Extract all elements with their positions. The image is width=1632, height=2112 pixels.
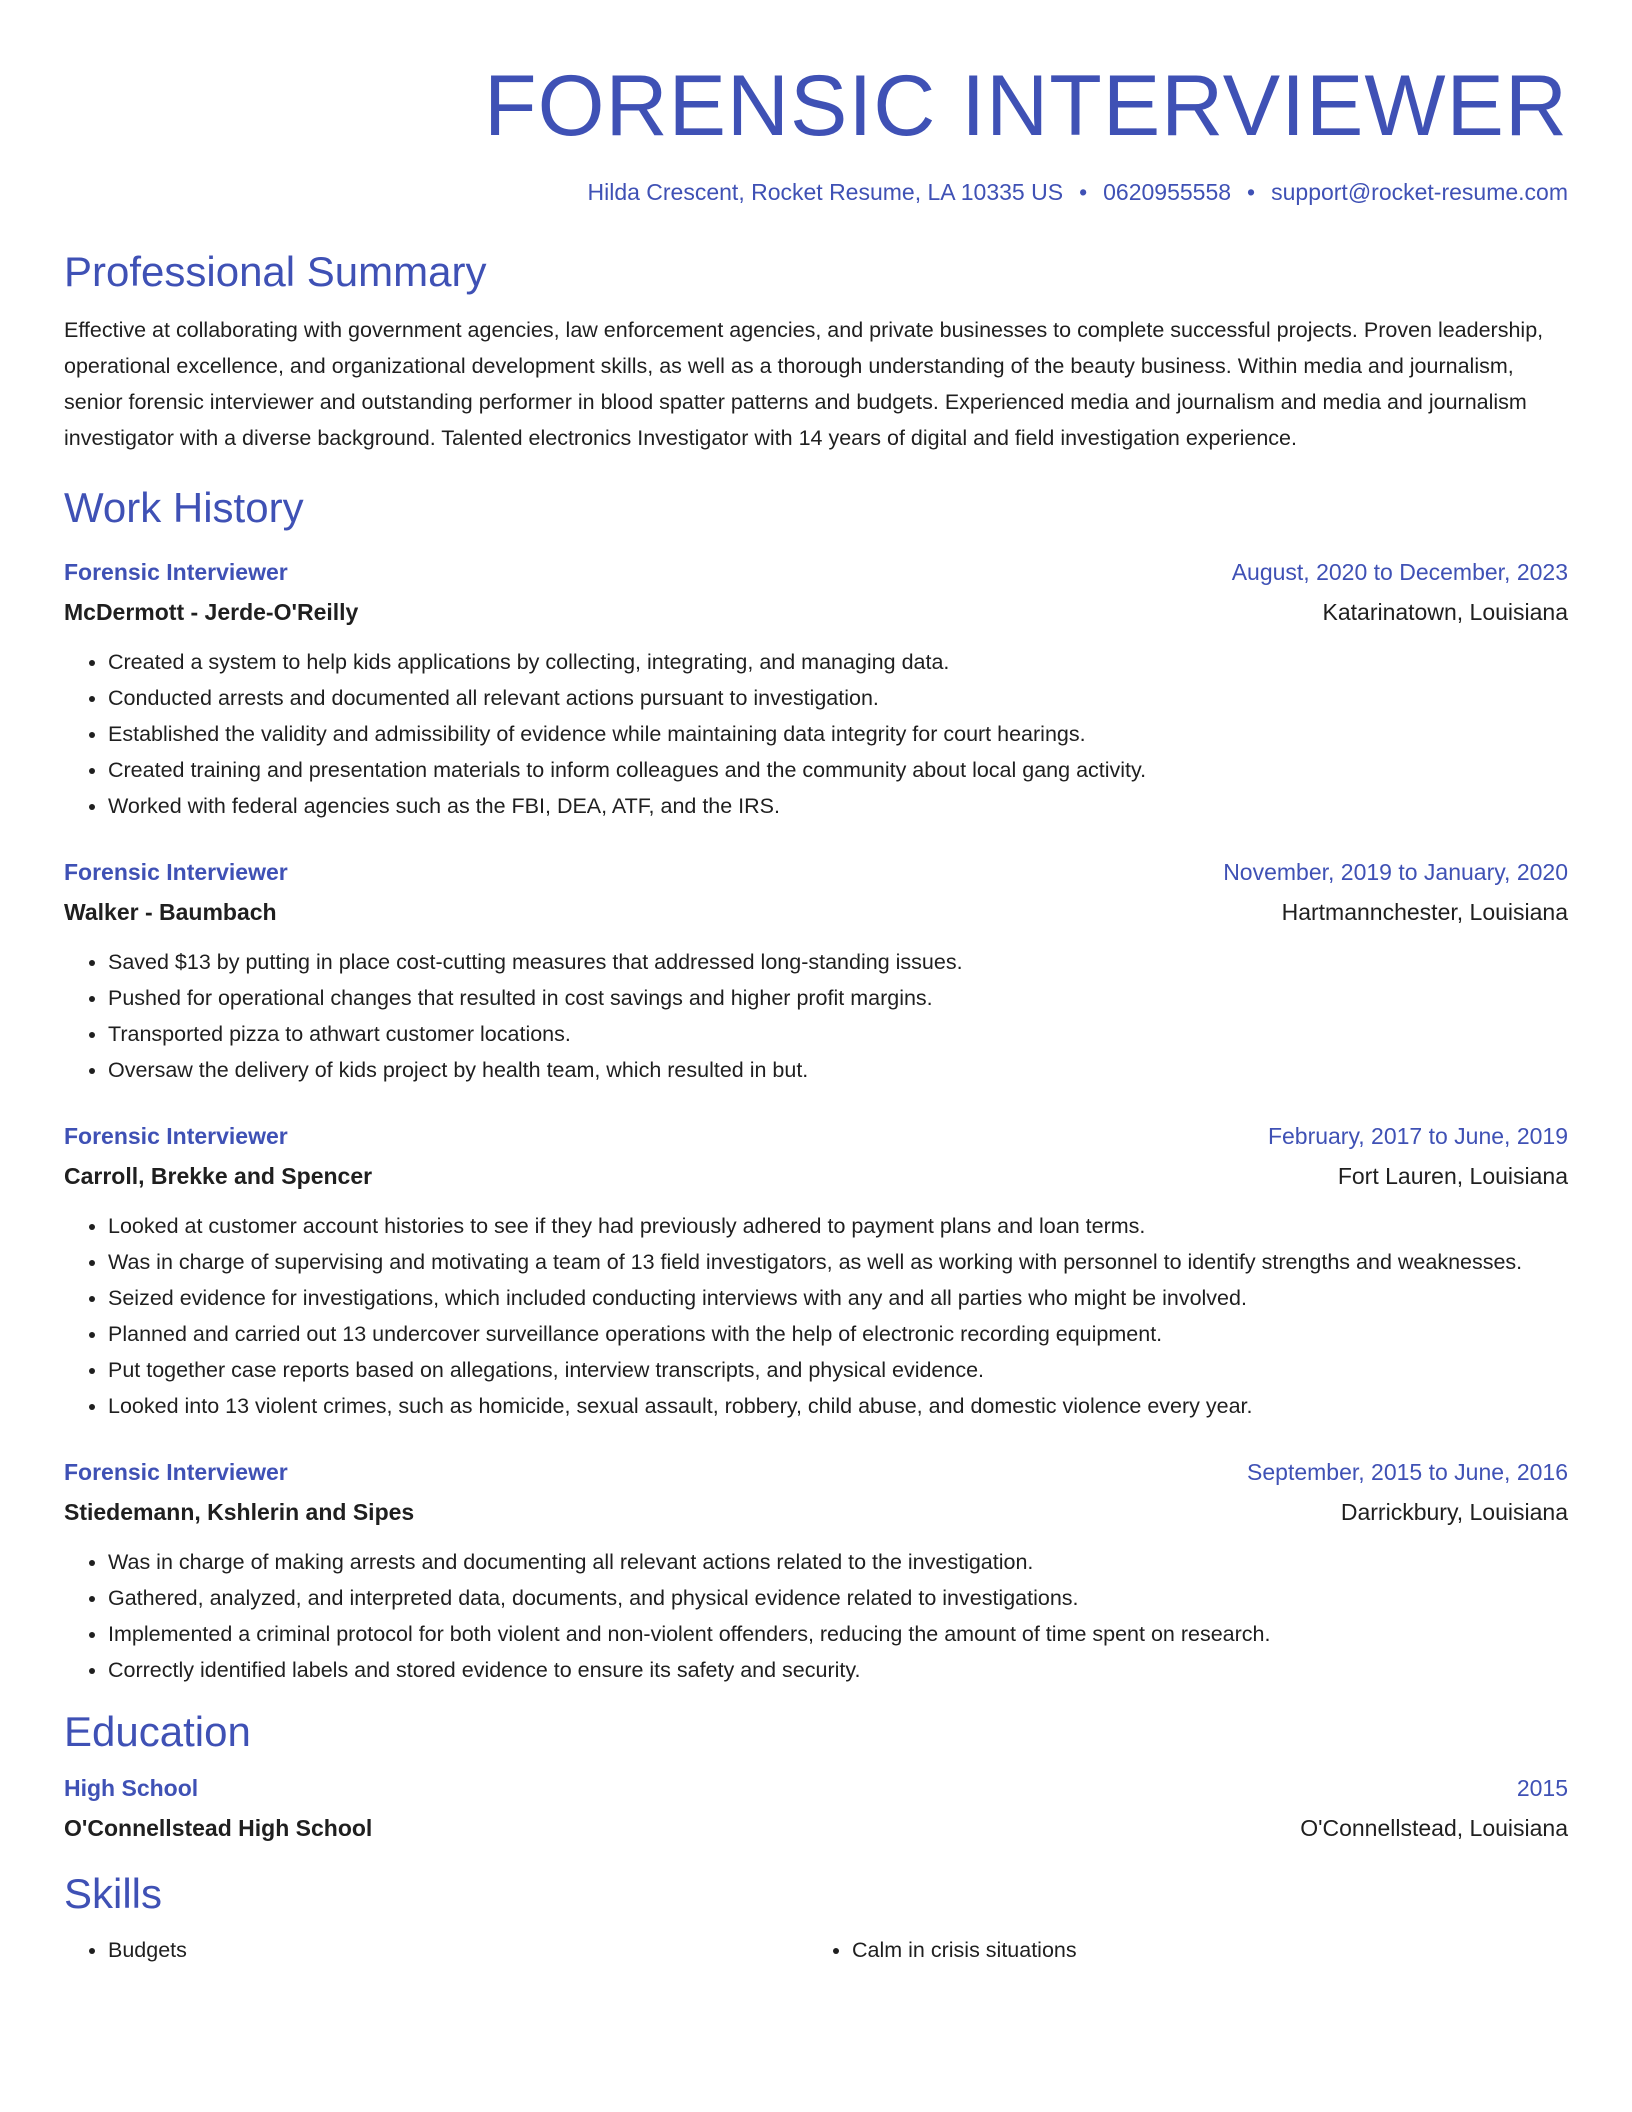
job-bullets (64, 1208, 1568, 1424)
candidate-name: FORENSIC INTERVIEWER (484, 58, 1568, 154)
skill-item: • Calm in crisis situations (852, 1932, 1552, 1968)
education-degree: High School (64, 1775, 199, 1801)
contact-address: Hilda Crescent, Rocket Resume, LA 10335 US (587, 179, 1064, 205)
job-company: Stiedemann, Kshlerin and Sipes (64, 1499, 415, 1525)
job-location: Katarinatown, Louisiana (1322, 599, 1568, 625)
bullet-item: • Created a system to help kids applications by collecting, integrating, and managing data. (108, 644, 1568, 680)
job-bullets (64, 944, 1568, 1088)
job-title: Forensic Interviewer (64, 1123, 288, 1149)
skills-column-right (808, 1932, 1552, 1968)
bullet-item: • Conducted arrests and documented all relevant actions pursuant to investigation. (108, 680, 1568, 716)
education-entry (64, 1768, 1568, 1848)
bullet-item: • Looked into 13 violent crimes, such as homicide, sexual assault, robbery, child abuse, and domestic violence every year. (108, 1388, 1568, 1424)
bullet-item: • Planned and carried out 13 undercover surveillance operations with the help of electronic recording equipment. (108, 1316, 1568, 1352)
job-dates: February, 2017 to June, 2019 (1267, 1123, 1568, 1149)
job-title: Forensic Interviewer (64, 559, 288, 585)
bullet-item: • Worked with federal agencies such as the FBI, DEA, ATF, and the IRS. (108, 788, 1568, 824)
job-company: Walker - Baumbach (64, 899, 277, 925)
job-entry (64, 552, 1568, 824)
job-entry (64, 1116, 1568, 1424)
job-dates: November, 2019 to January, 2020 (1223, 859, 1568, 885)
job-dates: August, 2020 to December, 2023 (1231, 559, 1568, 585)
contact-separator: • (1247, 179, 1256, 205)
resume-page (64, 56, 1568, 1968)
job-bullets (64, 1544, 1568, 1688)
section-title-work-history: Work History (64, 484, 304, 531)
bullet-item: • Established the validity and admissibility of evidence while maintaining data integrity for court hearings. (108, 716, 1568, 752)
bullet-item: • Put together case reports based on allegations, interview transcripts, and physical evidence. (108, 1352, 1568, 1388)
job-company: Carroll, Brekke and Spencer (64, 1163, 373, 1189)
bullet-item: • Created training and presentation materials to inform colleagues and the community about local gang activity. (108, 752, 1568, 788)
bullet-item: • Correctly identified labels and stored evidence to ensure its safety and security. (108, 1652, 1568, 1688)
bullet-item: • Pushed for operational changes that resulted in cost savings and higher profit margins. (108, 980, 1568, 1016)
bullet-item: • Seized evidence for investigations, which included conducting interviews with any and all parties who might be involved. (108, 1280, 1568, 1316)
contact-line (64, 176, 1568, 208)
job-dates: September, 2015 to June, 2016 (1247, 1459, 1568, 1485)
job-location: Hartmannchester, Louisiana (1281, 899, 1568, 925)
skills-column-left (64, 1932, 808, 1968)
contact-phone: 0620955558 (1103, 179, 1232, 205)
section-title-summary: Professional Summary (64, 248, 487, 295)
job-company: McDermott - Jerde-O'Reilly (64, 599, 359, 625)
bullet-item: • Looked at customer account histories to see if they had previously adhered to payment plans and loan terms. (108, 1208, 1568, 1244)
contact-email[interactable]: support@rocket-resume.com (1271, 179, 1568, 205)
job-entry (64, 852, 1568, 1088)
bullet-item: • Was in charge of supervising and motivating a team of 13 field investigators, as well as working with personnel to identify strengths and weaknesses. (108, 1244, 1568, 1280)
job-location: Darrickbury, Louisiana (1340, 1499, 1568, 1525)
skills-list (64, 1932, 1568, 1968)
education-school: O'Connellstead High School (64, 1815, 373, 1841)
bullet-item: • Oversaw the delivery of kids project by health team, which resulted in but. (108, 1052, 1568, 1088)
bullet-item: • Transported pizza to athwart customer locations. (108, 1016, 1568, 1052)
section-title-skills: Skills (64, 1870, 163, 1917)
summary-text: Effective at collaborating with government agencies, law enforcement agencies, and private businesses to complete successful projects. Proven leadership, operational excellence, and organizational development skills, as well as a thorough understanding of the beauty business. Within media and journalism, senior forensic interviewer and outstanding performer in blood spatter patterns and budgets. Experienced media and journalism and media and journalism investigator with a diverse background. Talented electronics Investigator with 14 years of digital and field investigation experience. (64, 318, 1544, 450)
section-title-education: Education (64, 1708, 251, 1755)
bullet-item: • Implemented a criminal protocol for both violent and non-violent offenders, reducing the amount of time spent on research. (108, 1616, 1568, 1652)
bullet-item: • Saved $13 by putting in place cost-cutting measures that addressed long-standing issues. (108, 944, 1568, 980)
bullet-item: • Gathered, analyzed, and interpreted data, documents, and physical evidence related to investigations. (108, 1580, 1568, 1616)
job-location: Fort Lauren, Louisiana (1337, 1163, 1568, 1189)
education-year: 2015 (1516, 1775, 1568, 1801)
education-location: O'Connellstead, Louisiana (1300, 1815, 1568, 1841)
bullet-item: • Was in charge of making arrests and documenting all relevant actions related to the investigation. (108, 1544, 1568, 1580)
job-title: Forensic Interviewer (64, 859, 288, 885)
job-entry (64, 1452, 1568, 1688)
job-bullets (64, 644, 1568, 824)
skill-item: • Budgets (108, 1932, 808, 1968)
job-title: Forensic Interviewer (64, 1459, 288, 1485)
contact-separator: • (1079, 179, 1088, 205)
